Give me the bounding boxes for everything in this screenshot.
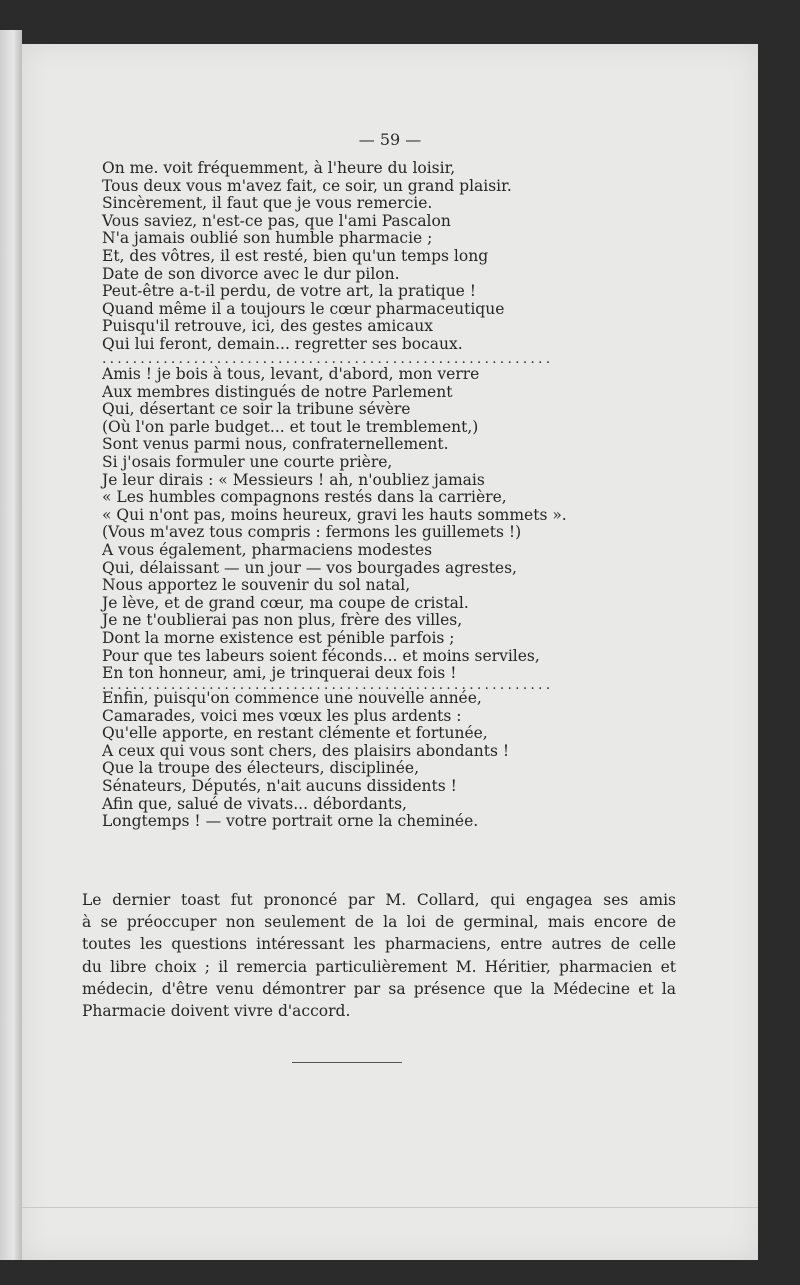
poem-line: A vous également, pharmaciens modestes	[102, 540, 433, 559]
poem-line: « Qui n'ont pas, moins heureux, gravi les hauts sommets ».	[102, 505, 567, 524]
adjacent-page-edge	[0, 30, 22, 1260]
poem-line: Amis ! je bois à tous, levant, d'abord, mon verre	[102, 365, 480, 383]
poem-line: En ton honneur, ami, je trinquerai deux fois !	[102, 664, 457, 683]
poem-line: A ceux qui vous sont chers, des plaisirs abondants !	[102, 741, 510, 760]
prose-line: Le dernier toast fut prononcé par M. Collard, qui engagea ses amis	[82, 891, 676, 909]
poem-line: Enfin, puisqu'on commence une nouvelle année,	[102, 689, 482, 707]
poem-line: Longtemps ! — votre portrait orne la cheminée.	[102, 812, 479, 831]
poem-line: On me. voit fréquemment, à l'heure du loisir,	[102, 159, 456, 177]
page-bottom-edge	[22, 1207, 758, 1208]
poem-line: Que la troupe des électeurs, disciplinée,	[102, 759, 420, 778]
poem-line: Je ne t'oublierai pas non plus, frère des villes,	[102, 611, 463, 630]
poem-line: Peut-être a-t-il perdu, de votre art, la pratique !	[102, 282, 477, 301]
poem-line: Sénateurs, Députés, n'ait aucuns dissidents !	[102, 776, 457, 795]
poem-line: Quand même il a toujours le cœur pharmaceutique	[102, 299, 505, 318]
prose-line: du libre choix ; il remercia particulièrement M. Héritier, pharmacien et	[82, 957, 676, 976]
prose-line: médecin, d'être venu démontrer par sa présence que la Médecine et la	[82, 979, 676, 998]
section-rule	[292, 1062, 402, 1063]
poem-stanza-1	[102, 160, 662, 354]
poem-line: Dont la morne existence est pénible parfois ;	[102, 628, 455, 647]
poem-line: Qui lui feront, demain... regretter ses bocaux.	[102, 334, 463, 353]
poem-line: Je leur dirais : « Messieurs ! ah, n'oubliez jamais	[102, 470, 485, 489]
poem-line: Qu'elle apporte, en restant clémente et fortunée,	[102, 724, 488, 743]
poem-line: (Vous m'avez tous compris : fermons les guillemets !)	[102, 523, 522, 542]
poem-line: Date de son divorce avec le dur pilon.	[102, 264, 400, 283]
poem-line: Aux membres distingués de notre Parlement	[102, 382, 453, 401]
poem-line: « Les humbles compagnons restés dans la carrière,	[102, 488, 507, 507]
poem-line: Sincèrement, il faut que je vous remercie.	[102, 194, 433, 213]
ellipsis-separator: ...........................................................	[102, 354, 554, 364]
poem-line: Camarades, voici mes vœux les plus ardents :	[102, 706, 462, 725]
poem-line: Tous deux vous m'avez fait, ce soir, un grand plaisir.	[102, 176, 512, 195]
poem-line: Nous apportez le souvenir du sol natal,	[102, 576, 411, 595]
prose-paragraph	[82, 889, 676, 1022]
poem-line: Pour que tes labeurs soient féconds... et moins serviles,	[102, 646, 540, 665]
poem-line: Afin que, salué de vivats... débordants,	[102, 794, 407, 813]
ellipsis-separator: ...........................................................	[102, 680, 554, 690]
poem-stanza-3	[102, 690, 662, 831]
poem-line: Qui, désertant ce soir la tribune sévère	[102, 400, 411, 419]
poem-line: Je lève, et de grand cœur, ma coupe de cristal.	[102, 593, 469, 612]
prose-line: toutes les questions intéressant les pharmaciens, entre autres de celle	[82, 935, 676, 954]
page-number: — 59 —	[358, 130, 422, 149]
poem-line: Qui, délaissant — un jour — vos bourgades agrestes,	[102, 558, 517, 577]
poem-line: Et, des vôtres, il est resté, bien qu'un temps long	[102, 246, 489, 265]
poem-line: N'a jamais oublié son humble pharmacie ;	[102, 229, 433, 248]
book-page	[22, 44, 758, 1260]
prose-line: à se préoccuper non seulement de la loi de germinal, mais encore de	[82, 913, 676, 932]
poem-line: Sont venus parmi nous, confraternellement.	[102, 435, 449, 454]
prose-line: Pharmacie doivent vivre d'accord.	[82, 1002, 351, 1021]
poem-line: Si j'osais formuler une courte prière,	[102, 452, 393, 471]
poem-line: Puisqu'il retrouve, ici, des gestes amicaux	[102, 317, 433, 336]
poem-stanza-2	[102, 366, 662, 683]
poem-line: (Où l'on parle budget... et tout le tremblement,)	[102, 417, 479, 436]
poem-line: Vous saviez, n'est-ce pas, que l'ami Pascalon	[102, 211, 451, 230]
